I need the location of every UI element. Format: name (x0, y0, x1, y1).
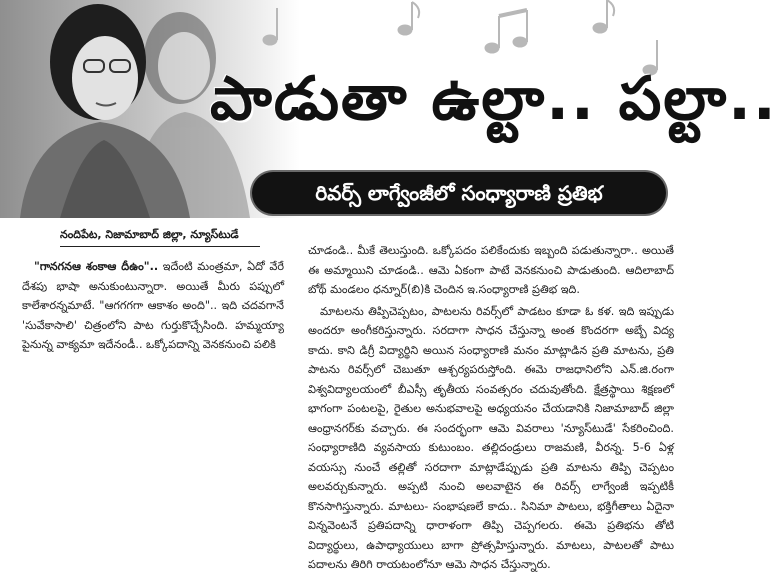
music-note-icon (593, 0, 614, 33)
article-text: ఇదేంటి మంత్రమా, ఏదో వేరే దేశపు భాషా అనుకుంటున్నారా. అయితే మీరు పప్పులో కాలేశారన్నమాటే. "ఆగగగగా ఆకాశం అంది".. ఇది చదవగానే 'సువేకాసాలి' చిత్రంలోని పాట గుర్తుకొచ్చేసింది. హమ్మయ్యా పైనున్న వాక్యమా ఇదేనండీ.. ఒక్కోపదాన్ని వెనకనుంచి పలికి (22, 260, 284, 351)
music-note-icon (263, 8, 277, 45)
article-column-left (22, 257, 284, 367)
article-column-right (308, 241, 674, 571)
article-paragraph: మాటలను తిప్పిచెప్పటం, పాటలను రివర్స్‌లో పాడటం కూడా ఓ కళ. ఇది ఇప్పుడు అందరూ అంగీకరిస్తున్నారు. సరదాగా సాధన చేస్తున్నా అంత కొందరగా అబ్బే విద్య కాదు. కాని డిగ్రీ విద్యార్థిని అయిన సంధ్యారాణి మనం మాట్లాడిన ప్రతి మాటను, ప్రతి పాటను రివర్స్‌లో చెబుతూ ఆశ్చర్యపరుస్తోంది. ఈమె రాజధానిలోని ఎన్.జి.రంగా విశ్వవిద్యాలయంలో బీఎస్సీ తృతీయ సంవత్సరం చదువుతోంది. క్షేత్రస్థాయి శిక్షణలో భాగంగా పంటలపై, రైతుల అనుభవాలపై అధ్యయనం చేయడానికి నిజామాబాద్ జిల్లా ఆంధ్రానగర్‌కు వచ్చారు. ఈ సందర్భంగా ఆమె వివరాలు 'న్యూస్‌టుడే' సేకరించింది. సంధ్యారాణిది వ్యవసాయ కుటుంబం. తల్లిదండ్రులు రాజమణి, వీరన్న. 5-6 ఏళ్ల వయస్సు నుంచే తల్లితో సరదాగా మాట్లాడేప్పుడు ప్రతి మాటను తిప్పి చెప్పటం అలవర్చుకున్నారు. అప్పటి నుంచి అలవాటైన ఈ రివర్స్ లాగ్వేంజీ ఇప్పటికీ కొనసాగిస్తున్నారు. మాటలు- సంభాషణలే కాదు.. సినిమా పాటలు, భక్తిగీతాలు ఏదైనా విన్నవెంటనే ప్రతిపదాన్ని ధారాళంగా తిప్పి చెప్పగలరు. ఈమె ప్రతిభను తోటి విద్యార్థులు, ఉపాధ్యాయులు బాగా ప్రోత్సహిస్తున్నారు. మాటలు, పాటలతో పాటు పదాలను తిరిగి రాయటంలోనూ ఆమె సాధన చేస్తున్నారు. (308, 304, 674, 571)
music-note-icon (398, 2, 419, 35)
music-note-icon (485, 10, 527, 53)
article-paragraph: చూడండి.. మీకే తెలుస్తుంది. ఒక్కోపదం పలికేందుకు ఇబ్బంది పడుతున్నారా.. అయితే ఈ అమ్మాయిని చూడండి.. ఆమె ఏకంగా పాటే వెనకనుంచి పాడుతుంది. ఆదిలాబాద్ బోథ్ మండలం ధన్నూర్(బి)కి చెందిన ఇ.సంధ్యారాణి ప్రతిభ ఇది. (308, 244, 674, 296)
article-headline: పాడుతా ఉల్టా.. పల్టా.. (210, 64, 778, 134)
article-dateline: నందిపేట, నిజామాబాద్ జిల్లా, న్యూస్‌టుడే (60, 228, 260, 247)
article-quote: "గానగనఆ శంకాఆ దీఉం".. (34, 260, 159, 273)
article-paragraph (22, 257, 284, 355)
article-subheadline-banner: రివర్స్ లాగ్వేంజీలో సంధ్యారాణి ప్రతిభ (252, 172, 666, 214)
